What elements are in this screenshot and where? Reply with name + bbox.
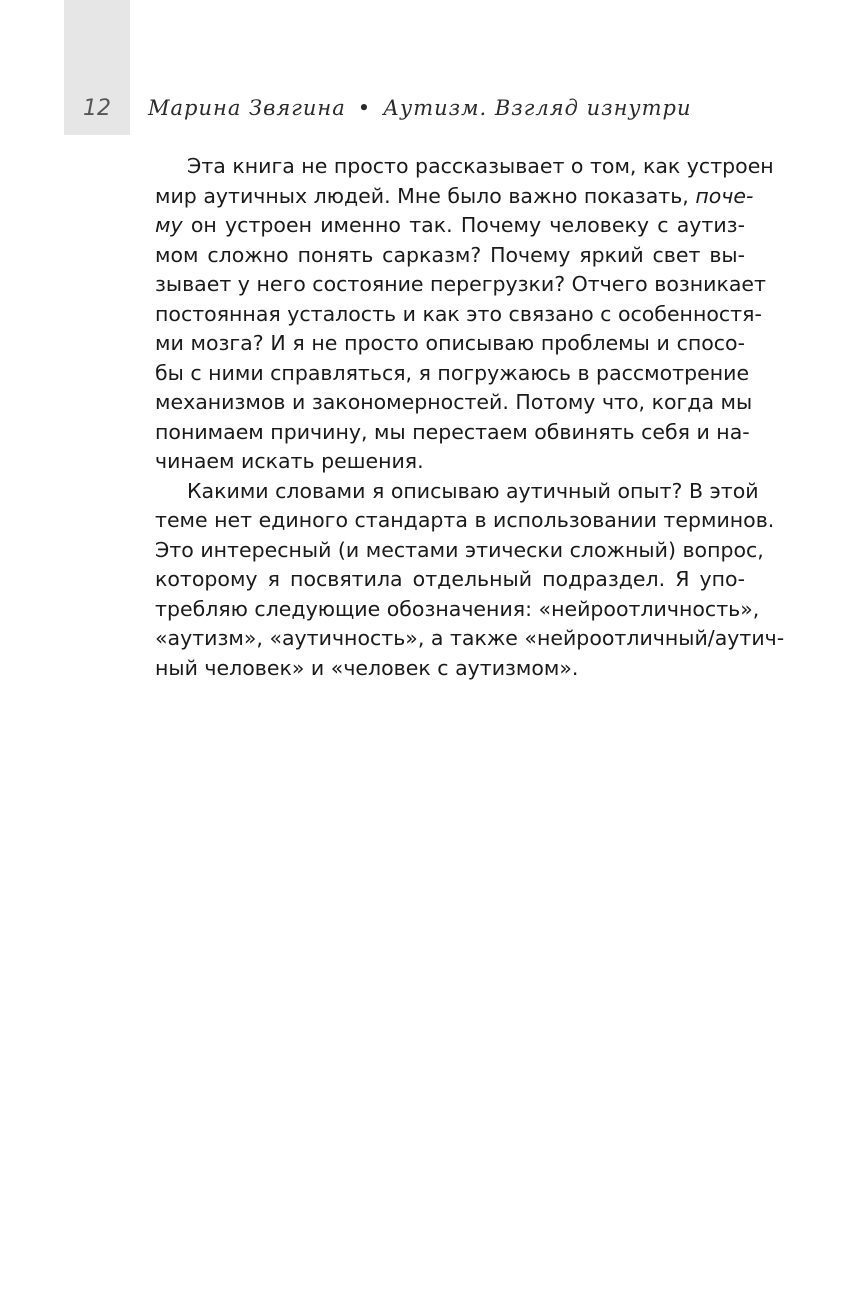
text-line: постоянная усталость и как это связано с особенностя- <box>155 301 762 326</box>
text-line: мир аутичных людей. Мне было важно показать, поче- <box>155 183 754 208</box>
text-line: понимаем причину, мы перестаем обвинять себя и на- <box>155 419 750 444</box>
text-line: механизмов и закономерностей. Потому что, когда мы <box>155 390 753 414</box>
text-line: «аутизм», «аутичность», а также «нейроотличный/аутич- <box>155 626 785 650</box>
text-line: ный человек» и «человек с аутизмом». <box>155 655 579 680</box>
page-number-tab <box>64 0 130 135</box>
text-line: му он устроен именно так. Почему человеку с аутиз- <box>155 213 745 237</box>
text-line: чинаем искать решения. <box>155 449 424 473</box>
text-line: зывает у него состояние перегрузки? Отчего возникает <box>155 272 766 296</box>
header-author: Марина Звягина <box>148 96 346 120</box>
paragraph-2 <box>155 477 785 684</box>
text-line: бы с ними справляться, я погружаюсь в рассмотрение <box>155 360 750 385</box>
body-text <box>155 152 785 683</box>
text-line: ми мозга? И я не просто описываю проблемы и спосо- <box>155 331 745 355</box>
page-number: 12 <box>83 96 111 121</box>
text-line: Это интересный (и местами этически сложный) вопрос, <box>155 537 764 562</box>
paragraph-1 <box>155 152 774 477</box>
header-book-title: Аутизм. Взгляд изнутри <box>383 96 692 120</box>
italic-emphasis: поче- <box>695 183 754 208</box>
header-separator: • <box>357 96 372 120</box>
text-line: мом сложно понять сарказм? Почему яркий свет вы- <box>155 242 745 267</box>
text-line: которому я посвятила отдельный подраздел. Я упо- <box>155 567 745 591</box>
text-line: Какими словами я описываю аутичный опыт? В этой <box>187 478 759 503</box>
text-line: теме нет единого стандарта в использовании терминов. <box>155 508 775 532</box>
text-line: Эта книга не просто рассказывает о том, как устроен <box>187 154 774 178</box>
italic-emphasis: му <box>155 213 183 237</box>
running-header <box>148 96 692 120</box>
text-line: требляю следующие обозначения: «нейроотличность», <box>155 596 760 621</box>
